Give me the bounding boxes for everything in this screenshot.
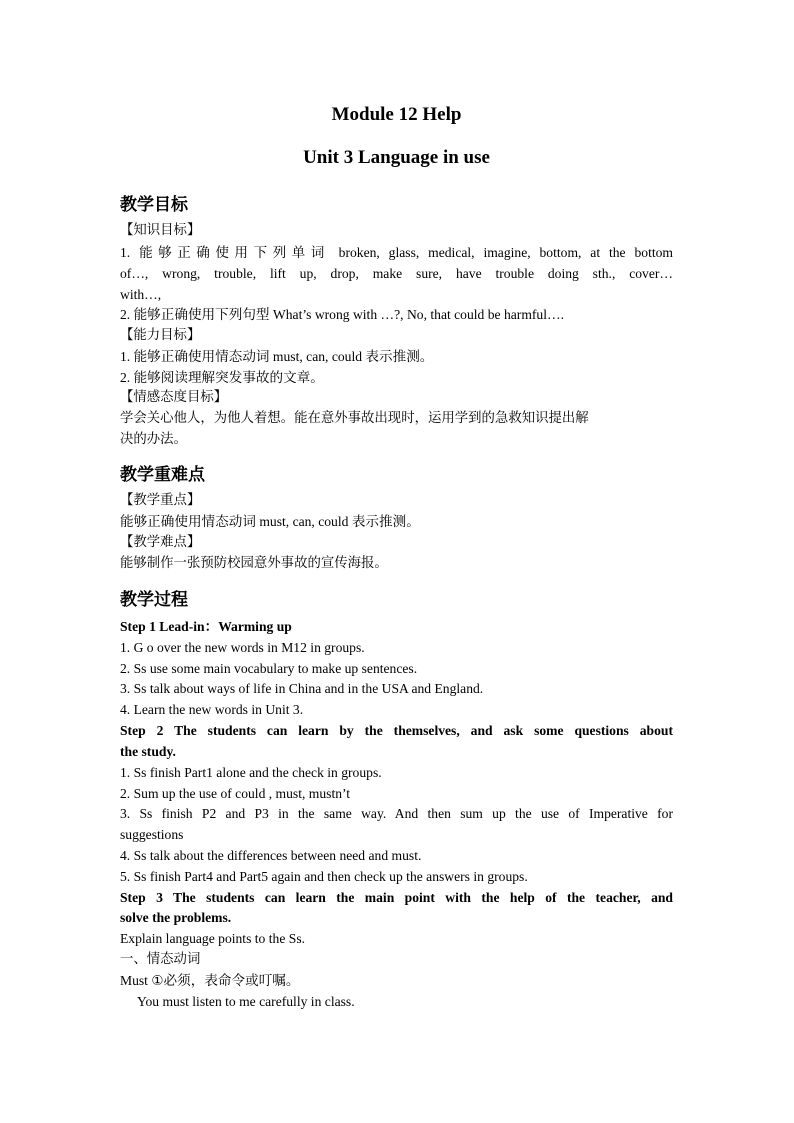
- must-example: You must listen to me carefully in class.: [137, 994, 355, 1009]
- key-point-heading: 【教学重点】: [120, 493, 201, 508]
- step-3-heading-a: Step 3 The students can learn the main point with the help of the teacher, and: [120, 890, 673, 905]
- step-1-item-3: 3. Ss talk about ways of life in China and in the USA and England.: [120, 681, 484, 696]
- step-2-item-3b: suggestions: [120, 827, 184, 842]
- step-3-heading-b: solve the problems.: [120, 910, 232, 925]
- step-2-item-2: 2. Sum up the use of could , must, mustn’t: [120, 786, 351, 801]
- step-2-item-5: 5. Ss finish Part4 and Part5 again and then check up the answers in groups.: [120, 869, 528, 884]
- document-title: Module 12 Help: [331, 104, 462, 125]
- knowledge-goal-1b: of…, wrong, trouble, lift up, drop, make sure, have trouble doing sth., cover…: [120, 266, 673, 281]
- step-2-heading-a: Step 2 The students can learn by the themselves, and ask some questions about: [120, 723, 673, 738]
- attitude-goal-1a: 学会关心他人，为他人着想。能在意外事故出现时，运用学到的急救知识提出解: [120, 411, 589, 426]
- step-3-item-1: Explain language points to the Ss.: [120, 931, 306, 946]
- attitude-goal-heading: 【情感态度目标】: [120, 390, 228, 405]
- key-point-1: 能够正确使用情态动词 must, can, could 表示推测。: [120, 514, 420, 529]
- step-2-heading-b: the study.: [120, 744, 176, 759]
- difficult-point-1: 能够制作一张预防校园意外事故的宣传海报。: [120, 556, 388, 571]
- section-heading-objectives: 教学目标: [120, 195, 188, 215]
- section-heading-key-points: 教学重难点: [120, 465, 205, 485]
- knowledge-goal-1a: 1. 能够正确使用下列单词 broken, glass, medical, imagine, bottom, at the bottom: [120, 245, 673, 260]
- knowledge-goal-1c: with…,: [120, 287, 162, 302]
- must-definition: Must ①必须，表命令或叮嘱。: [120, 973, 300, 988]
- document-subtitle: Unit 3 Language in use: [303, 147, 490, 168]
- step-1-heading: Step 1 Lead-in：Warming up: [120, 619, 292, 634]
- ability-goal-heading: 【能力目标】: [120, 328, 201, 343]
- step-1-item-1: 1. G o over the new words in M12 in groups.: [120, 640, 365, 655]
- step-1-item-2: 2. Ss use some main vocabulary to make up sentences.: [120, 661, 418, 676]
- attitude-goal-1b: 决的办法。: [120, 432, 187, 447]
- ability-goal-1: 1. 能够正确使用情态动词 must, can, could 表示推测。: [120, 349, 434, 364]
- modal-verbs-heading: 一、情态动词: [120, 952, 201, 967]
- section-heading-process: 教学过程: [120, 590, 188, 610]
- step-1-item-4: 4. Learn the new words in Unit 3.: [120, 702, 304, 717]
- knowledge-goal-2: 2. 能够正确使用下列句型 What’s wrong with …?, No, that could be harmful….: [120, 307, 564, 322]
- ability-goal-2: 2. 能够阅读理解突发事故的文章。: [120, 370, 324, 385]
- knowledge-goal-heading: 【知识目标】: [120, 223, 201, 238]
- difficult-point-heading: 【教学难点】: [120, 535, 201, 550]
- step-2-item-4: 4. Ss talk about the differences between need and must.: [120, 848, 422, 863]
- step-2-item-1: 1. Ss finish Part1 alone and the check in groups.: [120, 765, 382, 780]
- step-2-item-3a: 3. Ss finish P2 and P3 in the same way. And then sum up the use of Imperative for: [120, 806, 673, 821]
